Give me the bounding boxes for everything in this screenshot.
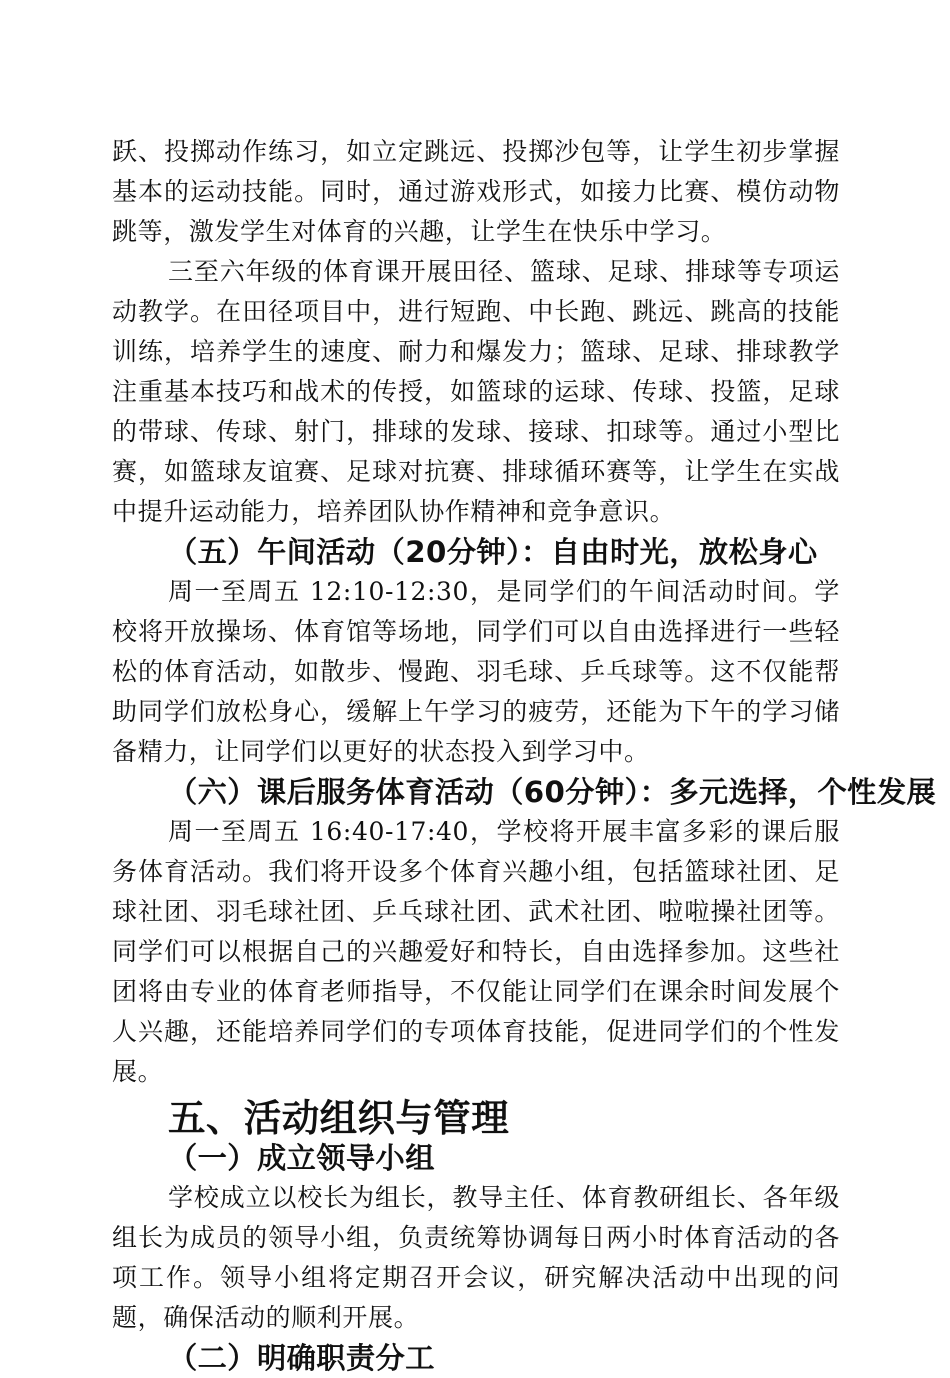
paragraph-noon-activity: 周一至周五 12:10-12:30，是同学们的午间活动时间。学校将开放操场、体育馆等场地，同学们可以自由选择进行一些轻松的体育活动，如散步、慢跑、羽毛球、乒乓球等。这不仅能帮助同学们放松身心，缓解上午学习的疲劳，还能为下午的学习储备精力，让同学们以更好的状态投入到学习中。 xyxy=(112,577,840,766)
paragraph-leadership-group: 学校成立以校长为组长，教导主任、体育教研组长、各年级组长为成员的领导小组，负责统筹协调每日两小时体育活动的各项工作。领导小组将定期召开会议，研究解决活动中出现的问题，确保活动的顺利开展。 xyxy=(112,1183,840,1332)
paragraph-continued-exercises: 跃、投掷动作练习，如立定跳远、投掷沙包等，让学生初步掌握基本的运动技能。同时，通过游戏形式，如接力比赛、模仿动物跳等，激发学生对体育的兴趣，让学生在快乐中学习。 xyxy=(112,137,840,246)
heading-noon-activity: （五）午间活动（20分钟）：自由时光，放松身心 xyxy=(168,535,818,569)
heading-responsibilities: （二）明确职责分工 xyxy=(168,1341,435,1375)
paragraph-grades-3-6-pe: 三至六年级的体育课开展田径、篮球、足球、排球等专项运动教学。在田径项目中，进行短跑、中长跑、跳远、跳高的技能训练，培养学生的速度、耐力和爆发力；篮球、足球、排球教学注重基本技巧和战术的传授，如篮球的运球、传球、投篮，足球的带球、传球、射门，排球的发球、接球、扣球等。通过小型比赛，如篮球友谊赛、足球对抗赛、排球循环赛等，让学生在实战中提升运动能力，培养团队协作精神和竞争意识。 xyxy=(112,257,840,526)
section-heading-organization: 五、活动组织与管理 xyxy=(168,1096,510,1140)
document-body xyxy=(112,132,937,1378)
paragraph-after-school-sports: 周一至周五 16:40-17:40，学校将开展丰富多彩的课后服务体育活动。我们将开设多个体育兴趣小组，包括篮球社团、足球社团、羽毛球社团、乒乓球社团、武术社团、啦啦操社团等。同学们可以根据自己的兴趣爱好和特长，自由选择参加。这些社团将由专业的体育老师指导，不仅能让同学们在课余时间发展个人兴趣，还能培养同学们的专项体育技能，促进同学们的个性发展。 xyxy=(112,817,840,1086)
heading-after-school-sports: （六）课后服务体育活动（60分钟）：多元选择，个性发展 xyxy=(168,775,937,809)
heading-leadership-group: （一）成立领导小组 xyxy=(168,1141,435,1175)
